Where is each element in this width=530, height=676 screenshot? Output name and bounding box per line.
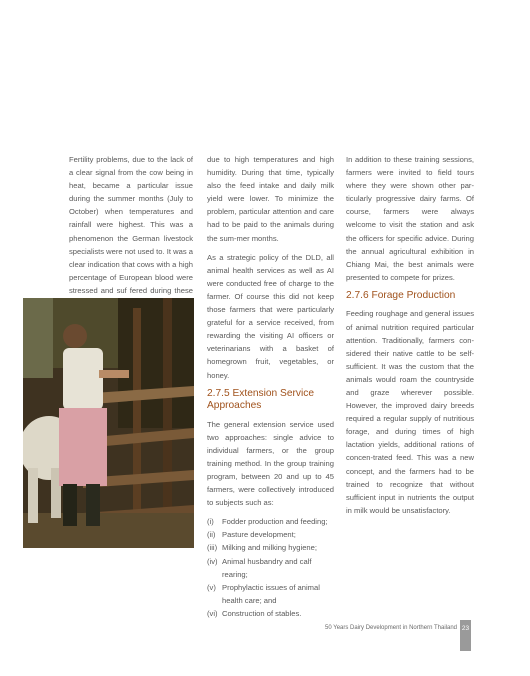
photo-illustration bbox=[23, 298, 194, 548]
list-item-number: (i) bbox=[207, 517, 214, 527]
list-item-number: (iii) bbox=[207, 543, 218, 553]
list-item bbox=[207, 528, 334, 541]
list-item-text: Prophylactic issues of animal health care; and bbox=[222, 582, 320, 605]
running-footer-title: 50 Years Dairy Development in Northern Thailand bbox=[325, 625, 457, 631]
paragraph: In addition to these training sessions, farmers were invited to field tours where they were shown other par-ticularly progressive dairy farms. Of course, farmers were always welcome to visit the station and ask the officers for specific advice. During the annual agricultural exhibition in Chiang Mai, the best animals were presented to compete for prizes. bbox=[346, 155, 474, 282]
list-item-number: (iv) bbox=[207, 556, 218, 566]
list-item-text: Construction of stables. bbox=[222, 608, 302, 618]
paragraph: due to high temperatures and high humidity. During that time, typically also the feed intake and daily milk yield were lower. To minimize the problem, particular attention and care had to be paid to the animals during the sum-mer months. bbox=[207, 155, 334, 243]
list-item bbox=[207, 581, 334, 607]
training-subjects-list bbox=[207, 515, 334, 620]
paragraph: The general extension service used two approaches: single advice to individual farmers, or the group training method. In the group training program, between 20 and up to 45 farmers, were collectively introduced to subjects such as: bbox=[207, 419, 334, 508]
text-column-2 bbox=[207, 153, 334, 620]
section-heading-2-7-5: 2.7.5 Extension Service Approaches bbox=[207, 387, 315, 412]
list-item-text: Milking and milking hygiene; bbox=[222, 543, 317, 553]
list-item-number: (vi) bbox=[207, 608, 218, 618]
list-item-text: Pasture development; bbox=[222, 530, 296, 540]
list-item-text: Animal husbandry and calf rearing; bbox=[222, 556, 312, 579]
list-item bbox=[207, 541, 334, 554]
list-item-number: (v) bbox=[207, 582, 216, 592]
paragraph: Feeding roughage and general issues of animal nutrition required particular attention. Traditionally, farmers con-sidered their native cattle to be self-sufficient. It was the custom that the animals would roam the countryside and graze wherever possible. However, the improved dairy breeds required a regular supply of nutritious forage, and during times of high lactation yields, additional rations of concen-trated feed. This was a new concept, and the farmers had to be trained to recognize that without sufficient input in nutrients the output in milk would be unsatisfactory. bbox=[346, 309, 474, 515]
photo-farmer-with-cow bbox=[23, 298, 194, 548]
paragraph: As a strategic policy of the DLD, all animal health services as well as AI were conducted free of charge to the farmer. Of course this did not keep those farmers that were particularly grateful for a service received, from rewarding the visiting AI officers or veterinarians with a basket of homegrown fruit, vegetables, or honey. bbox=[207, 252, 334, 380]
list-item-text: Fodder production and feeding; bbox=[222, 517, 328, 527]
text-column-1 bbox=[69, 153, 193, 316]
list-item bbox=[207, 607, 334, 620]
paragraph: Fertility problems, due to the lack of a clear signal from the cow being in heat, became a particular issue during the summer months (July to October) when temperatures and rainfall were highest. This was a phenomenon the German livestock specialists were not used to. It was a clear indication that cows with a high percentage of European blood were stressed and suf fered during these bbox=[69, 155, 193, 295]
text-column-3 bbox=[346, 153, 474, 523]
list-item-number: (ii) bbox=[207, 530, 216, 540]
page-number: 23 bbox=[461, 625, 470, 632]
section-heading-2-7-6: 2.7.6 Forage Production bbox=[346, 289, 456, 301]
list-item bbox=[207, 515, 334, 528]
list-item bbox=[207, 555, 334, 581]
